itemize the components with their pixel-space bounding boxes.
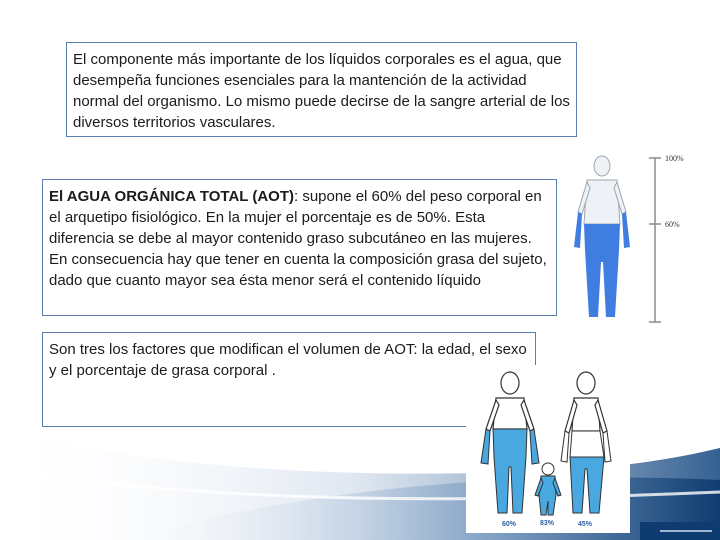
child-figure — [535, 463, 561, 515]
scale-label-60: 60% — [665, 220, 680, 229]
man-child-woman-figure — [466, 365, 630, 533]
intro-textbox — [66, 42, 577, 137]
woman-percent-label: 45% — [578, 521, 593, 528]
man-figure — [481, 372, 539, 513]
body-water-scale-figure — [563, 152, 695, 328]
aot-heading: El AGUA ORGÁNICA TOTAL (AOT) — [49, 188, 294, 205]
woman-figure — [561, 372, 611, 513]
man-percent-label: 60% — [502, 521, 517, 528]
water-by-body-type-illustration — [466, 365, 630, 533]
factors-text: Son tres los factores que modifican el volumen de AOT: la edad, el sexo y el porcentaje de grasa corporal . — [49, 341, 527, 379]
aot-text: : supone el 60% del peso corporal en el arquetipo fisiológico. En la mujer el porcentaje es de 50%. Esta diferencia se debe al mayor contenido graso subcutáneo en las mujeres. En consecuencia hay que tener en cuenta la composición grasa del sujeto, dado que cuanto mayor sea ésta menor será el contenido líquido — [49, 188, 547, 289]
intro-text: El componente más importante de los líquidos corporales es el agua, que desempeña funciones esenciales para la mantención de la actividad normal del organismo. Lo mismo puede decirse de la sangre arterial de los diversos territorios vasculares. — [73, 51, 570, 131]
child-percent-label: 83% — [540, 520, 555, 527]
scale-label-100: 100% — [665, 154, 684, 163]
aot-textbox — [42, 179, 557, 316]
body-water-illustration — [563, 152, 695, 328]
factors-textbox — [42, 332, 536, 427]
